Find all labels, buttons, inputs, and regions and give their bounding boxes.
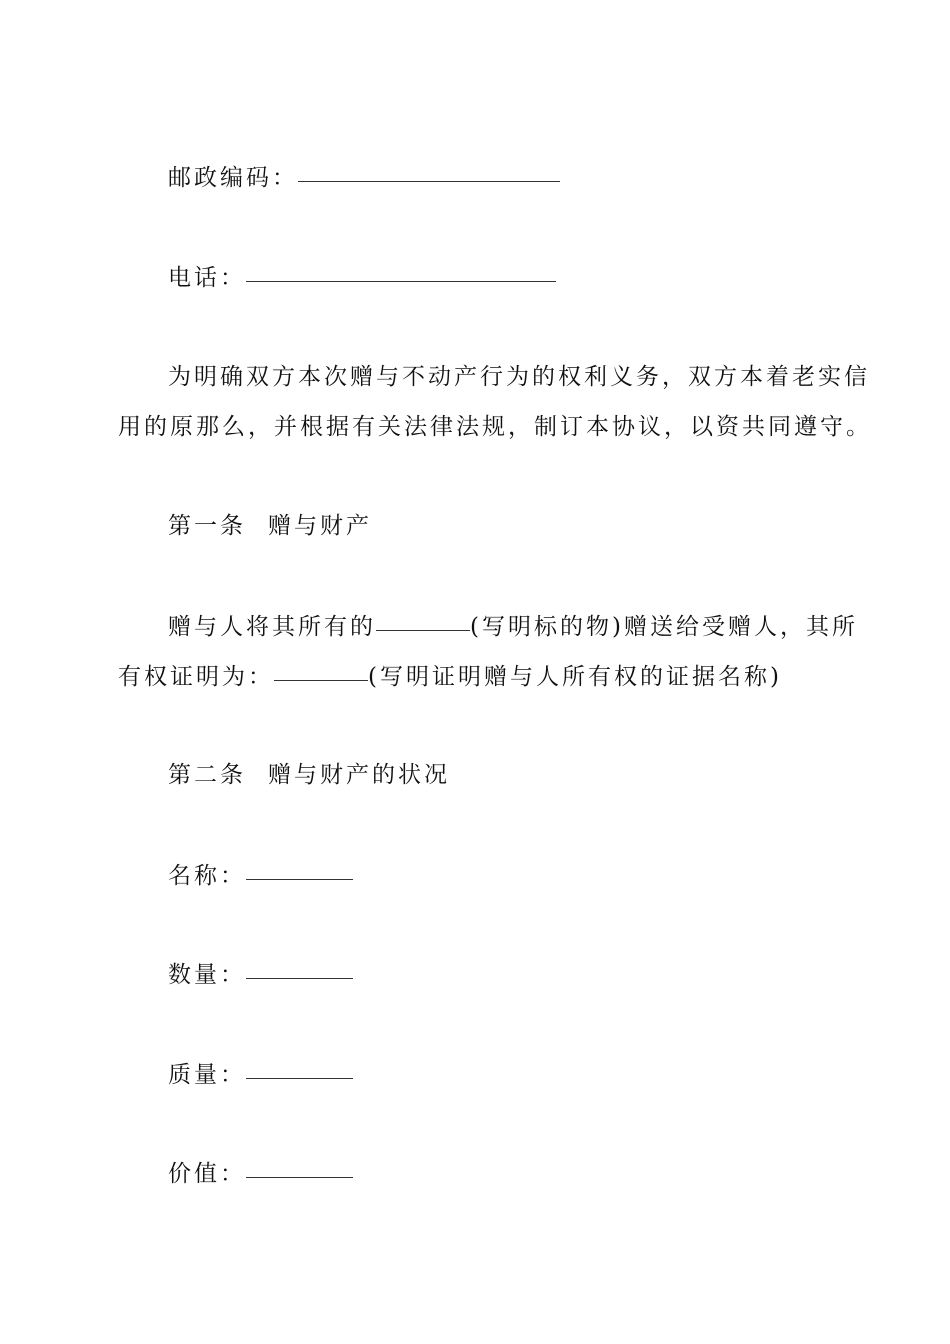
postal-code-blank (298, 159, 560, 182)
article-1-title: 赠与财产 (268, 513, 372, 539)
article-1-text-c: 有权证明为： (118, 664, 274, 690)
article-1-text-d: (写明证明赠与人所有权的证据名称) (368, 664, 782, 690)
quality-blank (246, 1056, 353, 1079)
quantity-line (168, 959, 353, 990)
article-1-text-a: 赠与人将其所有的 (168, 614, 376, 640)
intro-paragraph-line-2: 用的原那么，并根据有关法律法规，制订本协议，以资共同遵守。 (118, 414, 872, 440)
intro-paragraph-line-1: 为明确双方本次赠与不动产行为的权利义务，双方本着老实信 (168, 364, 870, 390)
value-label: 价值： (168, 1161, 246, 1187)
quantity-blank (246, 956, 353, 979)
article-1-text-b: (写明标的物)赠送给受赠人，其所 (470, 614, 858, 640)
article-1-text-line-2 (118, 661, 782, 692)
article-1-text-line-1 (168, 611, 858, 642)
name-blank (246, 857, 353, 880)
quantity-label: 数量： (168, 962, 246, 988)
quality-line (168, 1059, 353, 1090)
object-blank (376, 608, 470, 631)
ownership-proof-blank (274, 658, 368, 681)
article-1-heading (168, 511, 372, 541)
value-line (168, 1158, 353, 1189)
value-blank (246, 1155, 353, 1178)
article-2-title: 赠与财产的状况 (268, 762, 450, 788)
name-label: 名称： (168, 863, 246, 889)
postal-code-line (168, 162, 560, 193)
quality-label: 质量： (168, 1062, 246, 1088)
name-line (168, 860, 353, 891)
phone-line (168, 262, 556, 293)
phone-label: 电话： (168, 265, 246, 291)
article-1-number: 第一条 (168, 513, 246, 539)
phone-blank (246, 259, 556, 282)
article-2-heading (168, 760, 450, 790)
postal-code-label: 邮政编码： (168, 165, 298, 191)
article-2-number: 第二条 (168, 762, 246, 788)
